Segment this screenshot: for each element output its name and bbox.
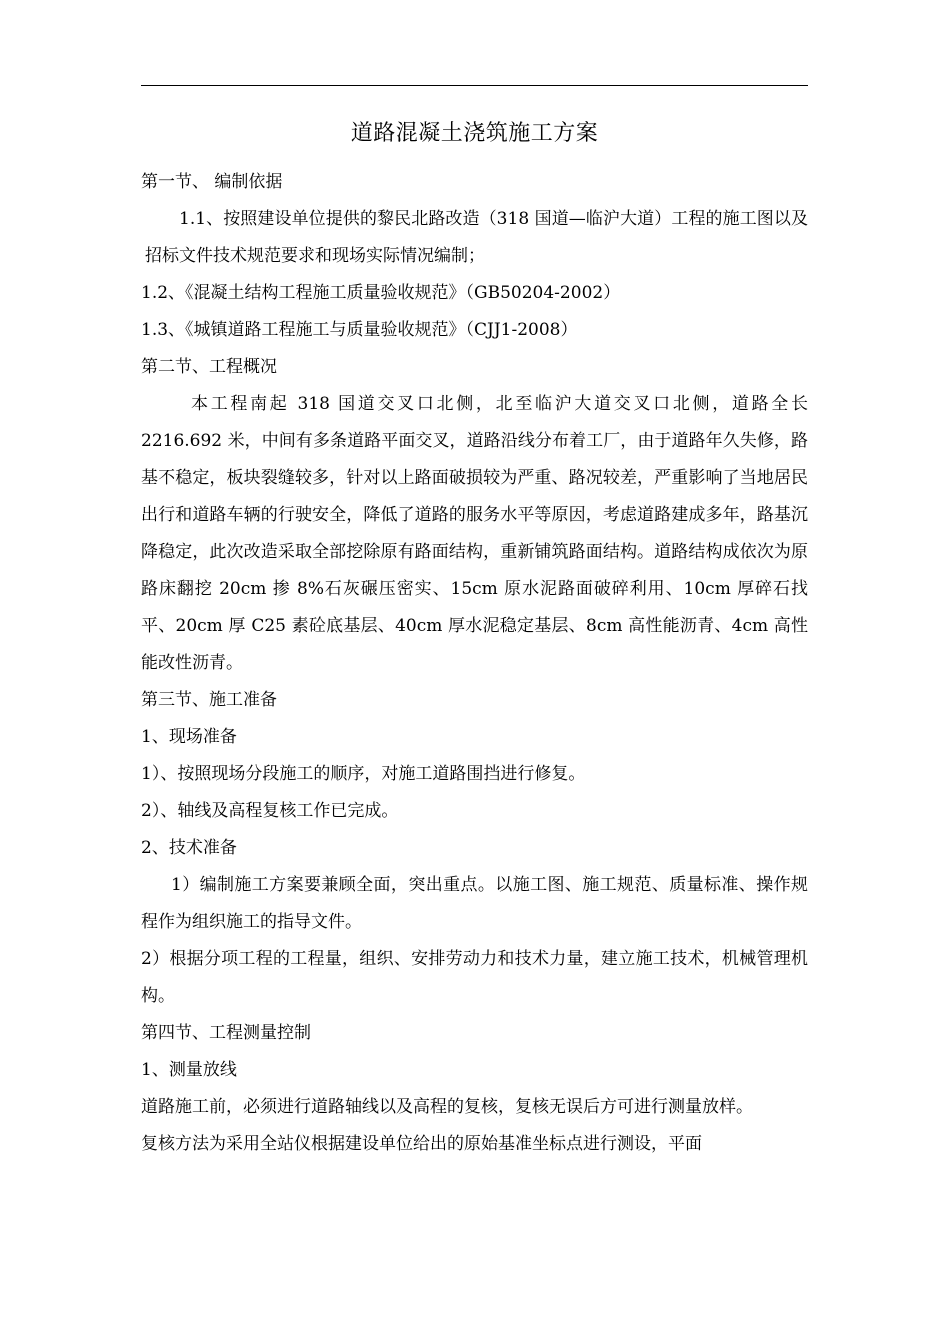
survey-paragraph-2: 复核方法为采用全站仪根据建设单位给出的原始基准坐标点进行测设，平面: [141, 1134, 702, 1154]
section-heading-3: 第三节、施工准备: [141, 690, 277, 710]
basis-item-1-2: 1.2、《混凝土结构工程施工质量验收规范》（GB50204-2002）: [141, 283, 621, 303]
subheading-tech-prep: 2、技术准备: [141, 838, 237, 858]
tech-prep-item-1: 1）编制施工方案要兼顾全面，突出重点。以施工图、施工规范、质量标准、操作规程作为组织施工的指导文件。: [141, 875, 808, 932]
site-prep-item-1: 1）、按照现场分段施工的顺序，对施工道路围挡进行修复。: [141, 764, 586, 784]
subheading-survey: 1、测量放线: [141, 1060, 237, 1080]
section-heading-2: 第二节、工程概况: [141, 357, 277, 377]
section-heading-1: 第一节、 编制依据: [141, 172, 283, 192]
document-title: 道路混凝土浇筑施工方案: [350, 121, 599, 146]
survey-paragraph-1: 道路施工前，必须进行道路轴线以及高程的复核，复核无误后方可进行测量放样。: [141, 1097, 753, 1117]
section-heading-4: 第四节、工程测量控制: [141, 1023, 311, 1043]
project-overview-paragraph: 本工程南起 318 国道交叉口北侧，北至临沪大道交叉口北侧，道路全长 2216.692 米，中间有多条道路平面交叉，道路沿线分布着工厂，由于道路年久失修，路基不稳定，板块裂缝较多，针对以上路面破损较为严重、路况较差，严重影响了当地居民出行和道路车辆的行驶安全，降低了道路的服务水平等原因，考虑道路建成多年，路基沉降稳定，此次改造采取全部挖除原有路面结构，重新铺筑路面结构。道路结构成依次为原路床翻挖 20cm 掺 8%石灰碾压密实、15cm 原水泥路面破碎利用、10cm 厚碎石找平、20cm 厚 C25 素砼底基层、40cm 厚水泥稳定基层、8cm 高性能沥青、4cm 高性能改性沥青。: [141, 394, 808, 673]
subheading-site-prep: 1、现场准备: [141, 727, 237, 747]
tech-prep-item-2: 2）根据分项工程的工程量，组织、安排劳动力和技术力量，建立施工技术，机械管理机构。: [141, 949, 808, 1006]
basis-item-1-1: 1.1、按照建设单位提供的黎民北路改造（318 国道—临沪大道）工程的施工图以及招标文件技术规范要求和现场实际情况编制；: [145, 209, 808, 266]
header-rule: [141, 85, 808, 86]
site-prep-item-2: 2）、轴线及高程复核工作已完成。: [141, 801, 399, 821]
basis-item-1-3: 1.3、《城镇道路工程施工与质量验收规范》（CJJ1-2008）: [141, 320, 578, 340]
document-body: [141, 164, 808, 1163]
